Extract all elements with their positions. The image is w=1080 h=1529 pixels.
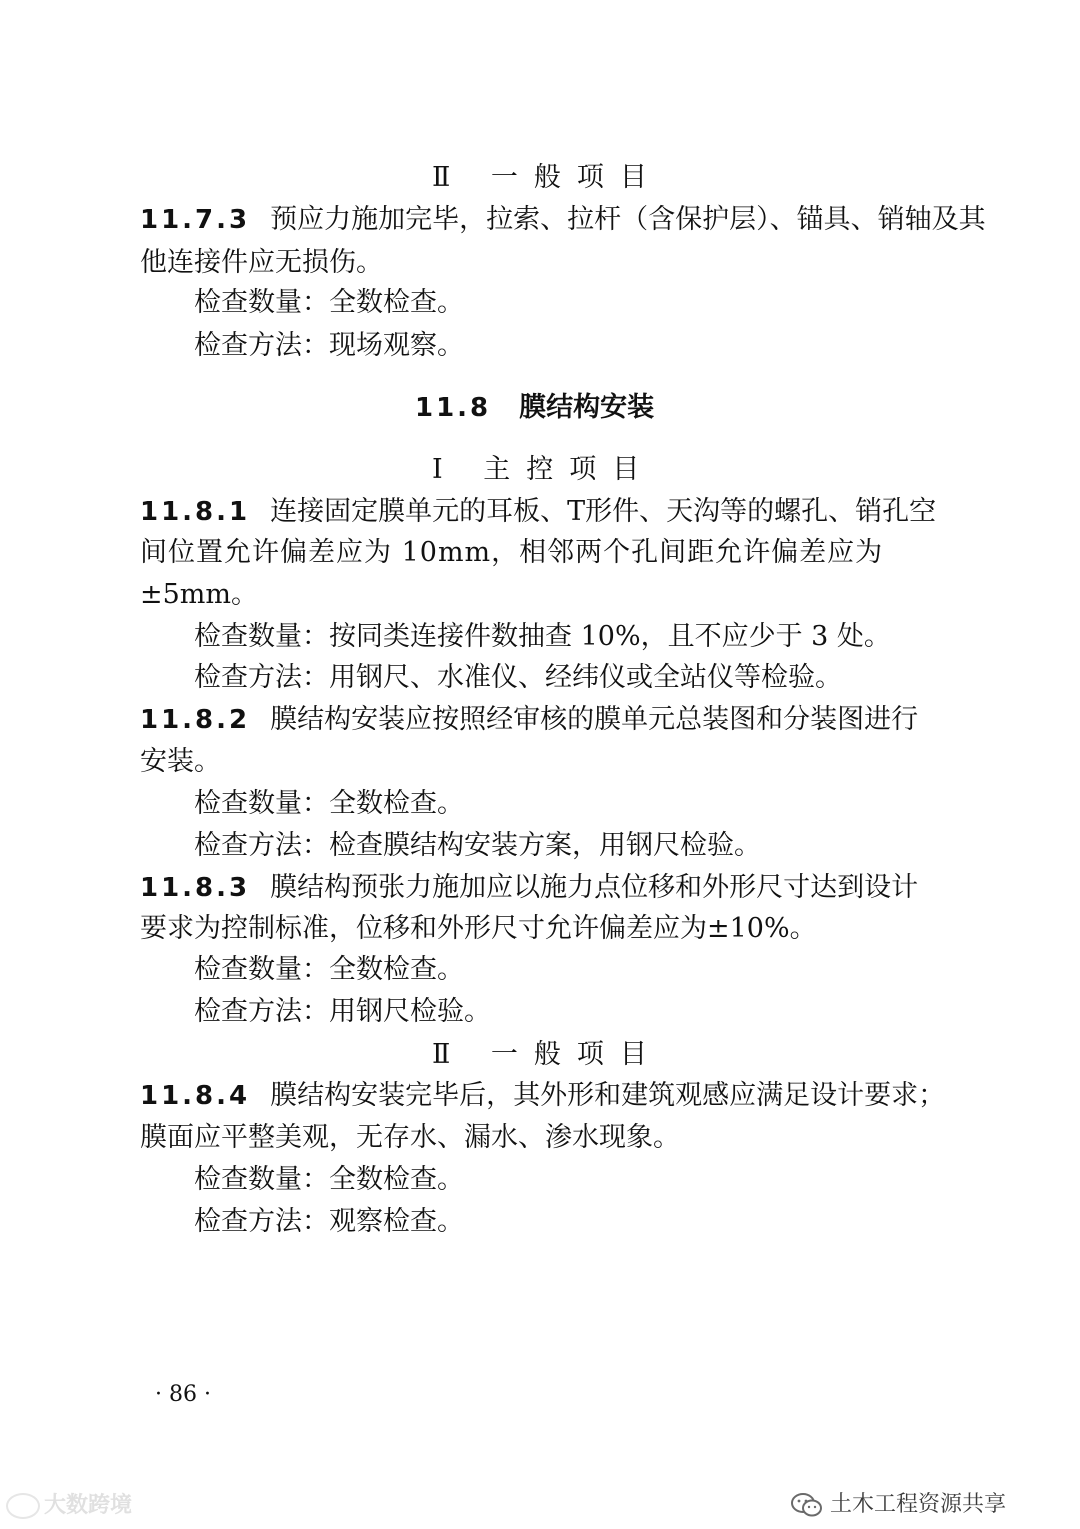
page-number: · 86 · [155,1382,211,1407]
clause-11-8-4-line1 [140,1076,945,1116]
check-method: 检查方法：现场观察。 [194,330,464,361]
main-items-heading: Ⅰ 主控项目 [432,454,656,485]
check-quantity: 检查数量：全数检查。 [194,287,464,318]
check-method: 检查方法：用钢尺检验。 [194,996,491,1027]
section-title-text: 膜结构安装 [519,392,655,423]
clause-number: 11.8.2 [140,705,251,735]
check-quantity: 检查数量：全数检查。 [194,1164,464,1195]
clause-number: 11.7.3 [140,205,251,235]
clause-11-8-2-line2: 安装。 [140,746,221,777]
watermark-left-text: 大数跨境 [44,1493,133,1518]
logo-icon [6,1493,40,1519]
clause-11-8-2-line1 [140,700,918,740]
check-method: 检查方法：观察检查。 [194,1206,464,1237]
check-method: 检查方法：用钢尺、水准仪、经纬仪或全站仪等检验。 [194,662,842,693]
clause-number: 11.8.3 [140,873,251,903]
clause-11-7-3-line1 [140,200,986,240]
clause-text: 膜结构安装应按照经审核的膜单元总装图和分装图进行 [270,704,919,735]
check-quantity: 检查数量：全数检查。 [194,954,464,985]
clause-number: 11.8.4 [140,1081,251,1111]
clause-11-8-1-line2: 间位置允许偏差应为 10mm，相邻两个孔间距允许偏差应为 [140,537,884,568]
clause-11-8-4-line2: 膜面应平整美观，无存水、漏水、渗水现象。 [140,1122,680,1153]
clause-11-8-1-line1 [140,492,936,532]
section-title [415,388,654,428]
check-method: 检查方法：检查膜结构安装方案，用钢尺检验。 [194,830,761,861]
clause-number: 11.8.1 [140,497,251,527]
wechat-icon [790,1491,824,1519]
clause-text: 膜结构安装完毕后，其外形和建筑观感应满足设计要求； [270,1080,946,1111]
clause-11-7-3-line2: 他连接件应无损伤。 [140,247,383,278]
clause-11-8-3-line2: 要求为控制标准，位移和外形尺寸允许偏差应为±10%。 [140,913,817,944]
watermark-right [790,1487,1006,1519]
clause-11-8-1-line3: ±5mm。 [140,579,259,610]
clause-text: 连接固定膜单元的耳板、T形件、天沟等的螺孔、销孔空 [270,496,937,527]
clause-text: 预应力施加完毕，拉索、拉杆（含保护层）、锚具、销轴及其 [270,204,986,235]
general-items-heading: Ⅱ 一般项目 [432,162,663,193]
check-quantity: 检查数量：全数检查。 [194,788,464,819]
watermark-right-text: 土木工程资源共享 [830,1492,1007,1517]
section-number: 11.8 [415,393,492,423]
watermark-left [6,1488,132,1519]
clause-text: 膜结构预张力施加应以施力点位移和外形尺寸达到设计 [270,872,919,903]
clause-11-8-3-line1 [140,868,918,908]
check-quantity: 检查数量：按同类连接件数抽查 10%，且不应少于 3 处。 [194,621,891,652]
general-items-heading: Ⅱ 一般项目 [432,1039,663,1070]
